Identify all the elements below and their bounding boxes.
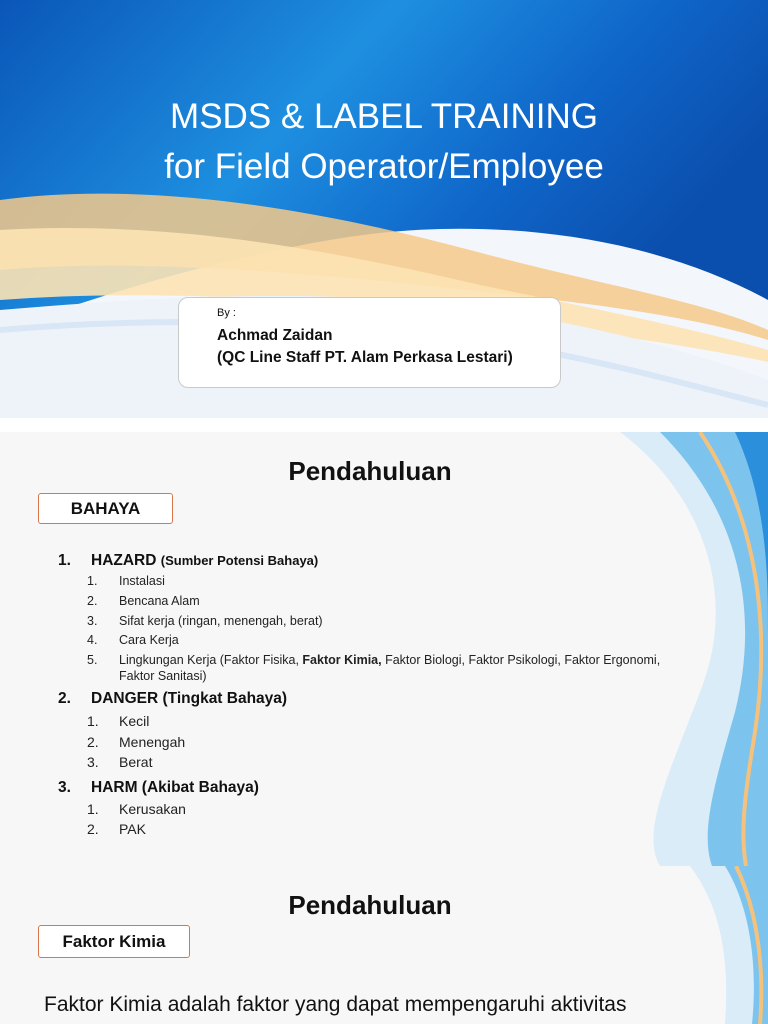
presentation-title <box>0 92 768 192</box>
title-line-2: for Field Operator/Employee <box>164 147 604 186</box>
hazard-heading: 1. HAZARD (Sumber Potensi Bahaya) <box>58 552 319 569</box>
author-role: (QC Line Staff PT. Alam Perkasa Lestari) <box>217 349 513 366</box>
author-info <box>217 325 513 369</box>
section-tag-faktor-kimia: Faktor Kimia <box>38 925 190 958</box>
danger-heading: 2. DANGER (Tingkat Bahaya) <box>58 690 288 707</box>
author-box <box>178 297 561 388</box>
harm-heading: 3. HARM (Akibat Bahaya) <box>58 779 259 796</box>
slide-title: Pendahuluan <box>288 890 452 920</box>
by-label: By : <box>217 307 236 319</box>
section-tag-bahaya: BAHAYA <box>38 493 173 524</box>
title-slide <box>0 0 768 418</box>
title-line-1: MSDS & LABEL TRAINING <box>170 97 598 136</box>
author-name: Achmad Zaidan <box>217 327 333 344</box>
body-text: Faktor Kimia adalah faktor yang dapat mempengaruhi aktivitas <box>44 993 627 1016</box>
slide-title: Pendahuluan <box>288 456 452 486</box>
content-slide-faktor-kimia <box>0 866 768 1024</box>
content-slide-bahaya: Pendahuluan BAHAYA 1. HAZARD (Sumber Potensi Bahaya) 1. Instalasi 2. Bencana Alam 3. Sifat kerja (ringan, menengah, berat) 4. Cara Kerja 5. Lingkungan Kerja (Faktor Fisika, Faktor Kimia, Faktor Biologi, Faktor Psikologi, Faktor Ergonomi, Faktor Sanitasi) 2. DANGER (Tingkat Bahaya) 1. Kecil 2. Menengah 3. Berat 3. HARM (Akibat Bahaya) 1. Kerusakan 2. PAK <box>0 432 768 866</box>
